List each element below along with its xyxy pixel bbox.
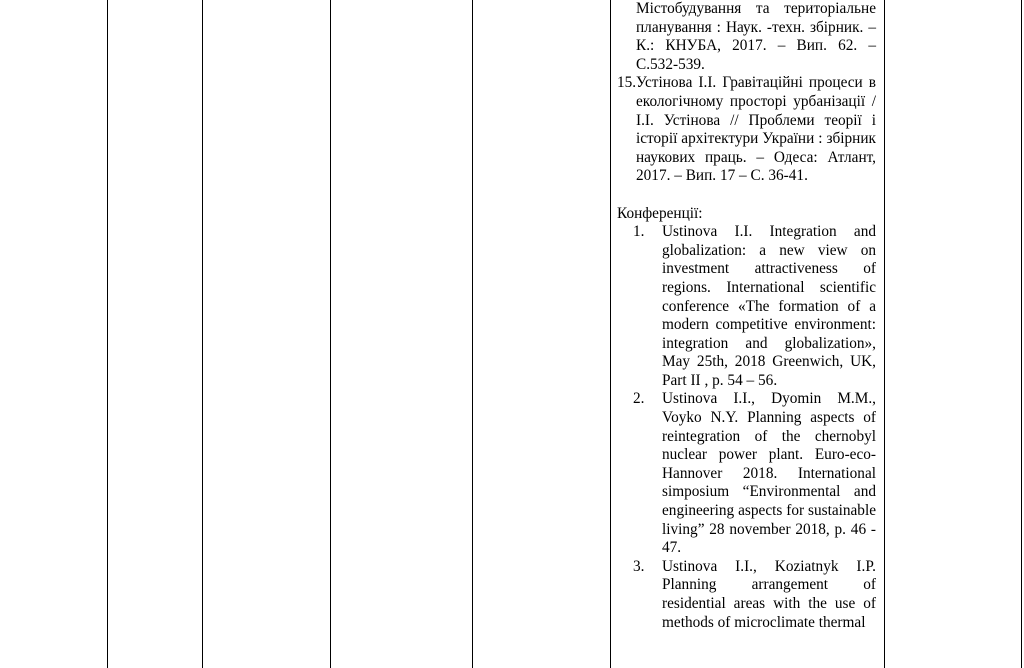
conference-item	[617, 558, 876, 632]
table-column-border	[330, 0, 331, 668]
publications-cell	[617, 0, 876, 632]
table-column-border	[884, 0, 885, 668]
table-column-border	[1021, 0, 1022, 668]
conference-number: 1.	[633, 223, 645, 241]
table-column-border	[202, 0, 203, 668]
publication-item	[617, 74, 876, 186]
conference-number: 3.	[633, 557, 645, 575]
conference-text: Ustinova I.I., Koziatnyk I.P. Planning arrangement of residential areas with the use of methods of microclimate thermal	[662, 557, 876, 631]
conference-item	[617, 223, 876, 390]
publication-number: 15.	[617, 74, 637, 92]
publication-continued-text: Містобудування та територіальне планування : Наук. -техн. збірник. – К.: КНУБА, 2017. – Вип. 62. – С.532-539.	[636, 0, 876, 73]
conference-number: 2.	[633, 390, 645, 408]
table-column-border	[472, 0, 473, 668]
conference-text: Ustinova I.I. Integration and globalization: a new view on investment attractiveness of regions. International scientific conference «The formation of a modern competitive environment: integration and globalization», May 25th, 2018 Greenwich, UK, Part II , p. 54 – 56.	[662, 223, 876, 389]
conferences-heading: Конференції:	[617, 204, 703, 222]
conference-item	[617, 390, 876, 557]
conference-text: Ustinova I.I., Dyomin M.M., Voyko N.Y. Planning aspects of reintegration of the chernobyl nuclear power plant. Euro-eco-Hannover 2018. International simposium “Environmental and engineering aspects for sustainable living” 28 november 2018, p. 46 - 47.	[662, 390, 876, 557]
table-column-border	[107, 0, 108, 668]
table-column-border	[610, 0, 611, 668]
publication-text: Устінова І.І. Гравітаційні процеси в екологічному просторі урбанізації / І.І. Устінова // Проблеми теорії і історії архітектури України : збірник наукових праць. – Одеса: Атлант, 2017. – Вип. 17 – С. 36-41.	[636, 74, 876, 185]
